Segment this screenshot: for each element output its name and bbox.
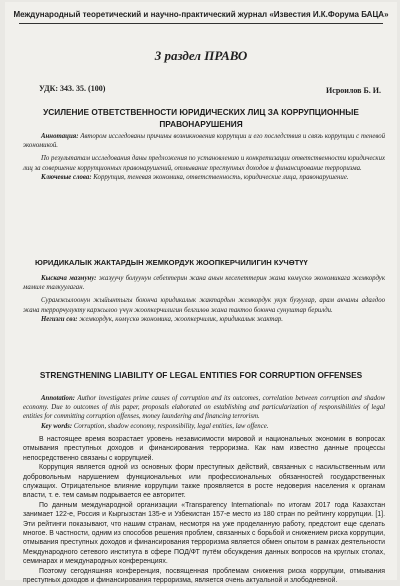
keywords-ru xyxy=(23,173,385,182)
abstract-ru xyxy=(23,132,385,182)
summary-ky-label: Кыскача мазмуну: xyxy=(41,275,97,282)
keywords-en-text: Corruption, shadow economy, responsibility, legal entities, law offence. xyxy=(72,422,269,430)
summary-ky xyxy=(23,274,385,292)
annotation-ru-text: Автором исследованы причины возникновения коррупции и его последствия и связь коррупции с теневой экономикой. xyxy=(23,133,385,150)
article-body xyxy=(23,435,385,586)
author-name: Исроилов Б. И. xyxy=(326,86,381,95)
summary-ky-text: жазуучу болуунун себептерин жана анын кесепеттерин жана көмүскө экономикага жемкордук мамиле талкуулаган. xyxy=(23,275,385,292)
annotation-en xyxy=(23,394,385,422)
keywords-ky-text: жемкордук, көмүскө экономика, жоопкерчилик, юридикалык жактар. xyxy=(77,315,283,323)
article-title-en: STRENGTHENING LIABILITY OF LEGAL ENTITIES FOR CORRUPTION OFFENSES xyxy=(39,370,363,380)
body-paragraph: Поэтому сегодняшняя конференция, посвященная проблемам снижения риска коррупции, отмывания преступных доходов и финансирования терроризма, является очень актуальной и злободневной. xyxy=(23,567,385,585)
keywords-ky-label: Негизги сөз: xyxy=(41,315,78,323)
annotation-en-text: Author investigates prime causes of corruption and its outcomes, correlation between corruption and shadow economy. Due to outcomes of this paper, proposals elaborated on establishing and particularization of responsibilities of legal entities for committing corruption offenses, money laundering and financing terrorism. xyxy=(23,395,385,421)
keywords-en xyxy=(23,422,385,431)
body-paragraph: Коррупция является одной из основных форм преступных действий, связанных с насильственным или добровольным нарушением функциональных или профессиональных обязанностей государственных служащих. Отрицательное влияние коррупции также проявляется в росте недоверия населения к органам власти, т. е. тем самым подрывается ее авторитет. xyxy=(23,464,385,500)
keywords-en-label: Key words: xyxy=(41,422,73,430)
keywords-ky xyxy=(23,315,385,324)
annotation-ru-label: Аннотация: xyxy=(41,133,79,140)
annotation-ru xyxy=(23,132,385,150)
abstract-ky xyxy=(23,274,385,324)
results-ru: По результатам исследования даны предложения по установлению и конкретизации ответственности юридических лиц за совершение коррупционных правонарушений, отмывание преступных доходов и финансирование терроризма. xyxy=(23,155,385,172)
research-ky: Сурамжылоонун жыйынтыгы боюнча юридикалык жактардын жемкордук укук бузуулар, арам акчаны адалдоо жана террорчулукту каржылоо үчүн жоопкерчилигин белгилөө жана тактоо боюнча сунуштар берилди. xyxy=(23,297,385,314)
keywords-ru-text: Коррупция, теневая экономика, ответственность, юридические лица, правонарушение. xyxy=(91,173,349,181)
annotation-en-label: Annotation: xyxy=(41,395,75,402)
body-paragraph: По данным международной организации «Transparency International» по итогам 2017 года Казахстан занимает 122-е, Россия и Кыргызстан 135-е и Узбекистан 157-е место из 180 стран по рейтингу коррупции. [1]. Эти рейтинги показывают, что нашим странам, несмотря на уже проделанную работу, предстоит еще сделать многое. В частности, одним из способов решения проблем, связанных с борьбой и снижением риска коррупции, отмывания преступных доходов и финансирования терроризма является обмен опытом в рамках деятельности Международного сетевого института в сфере ПОД/ФТ путём обсуждения данных вопросов на круглых столах, семинарах и международных конференциях. xyxy=(23,501,385,566)
udk-code: УДК: 343. 35. (100) xyxy=(39,84,106,93)
article-title-ky: ЮРИДИКАЛЫК ЖАКТАРДЫН ЖЕМКОРДУК ЖООПКЕРЧИЛИГИН КУЧӨТҮҮ xyxy=(35,258,308,267)
journal-page xyxy=(5,2,397,585)
section-title: 3 раздел ПРАВО xyxy=(154,48,248,63)
abstract-en xyxy=(23,394,385,431)
article-title-ru: УСИЛЕНИЕ ОТВЕТСТВЕННОСТИ ЮРИДИЧЕСКИХ ЛИЦ ЗА КОРРУПЦИОННЫЕ ПРАВОНАРУШЕНИЯ xyxy=(43,107,359,129)
header-rule xyxy=(19,23,383,24)
body-paragraph: В настоящее время возрастает уровень независимости мировой и национальных экономик в вопросах отмывания преступных доходов и финансирования терроризма. Как нам известно данные процессы непосредственно связаны с коррупцией. xyxy=(23,436,385,462)
journal-header: Международный теоретический и научно-практический журнал «Известия И.К.Форума БАЦА» xyxy=(13,10,389,19)
keywords-ru-label: Ключевые слова: xyxy=(41,173,92,181)
